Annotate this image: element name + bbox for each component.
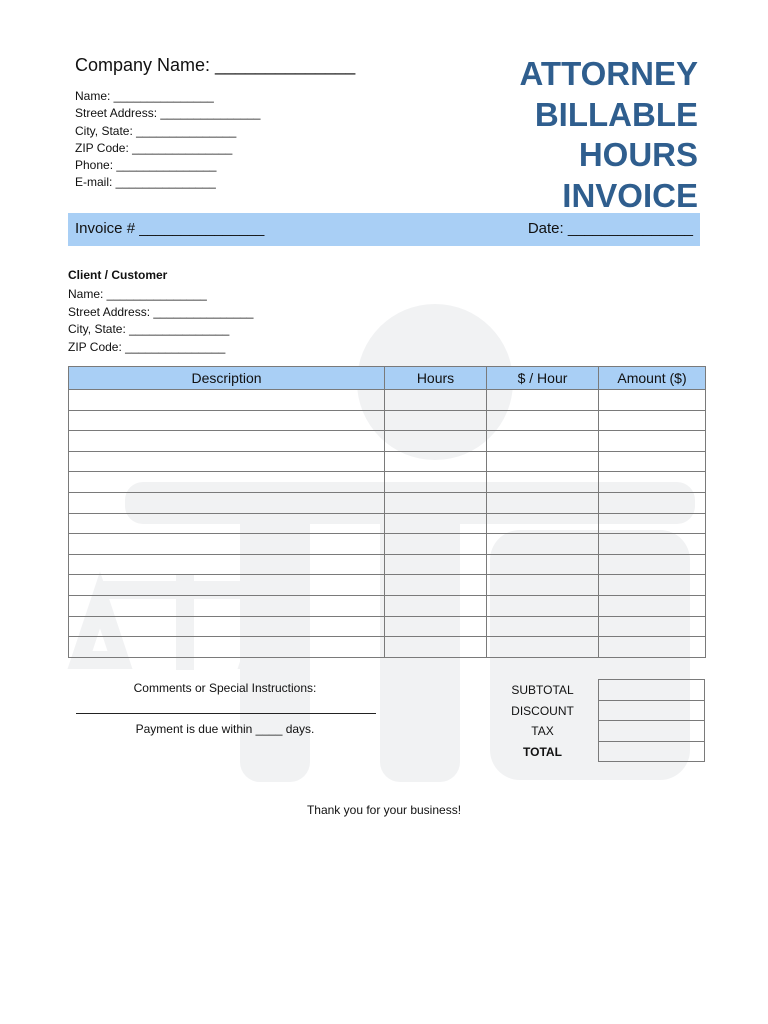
total-label: TOTAL: [523, 745, 562, 760]
table-row: [69, 410, 706, 431]
rate-cell[interactable]: [487, 637, 599, 658]
rate-cell[interactable]: [487, 575, 599, 596]
company-email-line: E-mail: _______________: [75, 175, 216, 190]
description-cell[interactable]: [69, 390, 385, 411]
rate-cell[interactable]: [487, 595, 599, 616]
description-cell[interactable]: [69, 637, 385, 658]
amount-cell[interactable]: [599, 472, 706, 493]
description-cell[interactable]: [69, 513, 385, 534]
hours-cell[interactable]: [385, 451, 487, 472]
description-cell[interactable]: [69, 492, 385, 513]
discount-cell[interactable]: [599, 700, 705, 721]
amount-cell[interactable]: [599, 410, 706, 431]
description-cell[interactable]: [69, 410, 385, 431]
totals-labels: [495, 680, 590, 763]
tax-label: TAX: [531, 724, 554, 739]
rate-cell[interactable]: [487, 410, 599, 431]
company-city-line: City, State: _______________: [75, 123, 237, 138]
rate-cell[interactable]: [487, 513, 599, 534]
hours-cell[interactable]: [385, 390, 487, 411]
hours-cell[interactable]: [385, 595, 487, 616]
company-info: [75, 88, 260, 192]
description-cell[interactable]: [69, 472, 385, 493]
company-phone-line: Phone: _______________: [75, 158, 217, 173]
amount-cell[interactable]: [599, 616, 706, 637]
amount-cell[interactable]: [599, 390, 706, 411]
client-info: [68, 286, 253, 356]
description-cell[interactable]: [69, 595, 385, 616]
hours-cell[interactable]: [385, 534, 487, 555]
table-row: [69, 451, 706, 472]
description-cell[interactable]: [69, 534, 385, 555]
title-line-1: ATTORNEY: [519, 55, 698, 92]
title-line-2: BILLABLE: [534, 95, 698, 133]
amount-cell[interactable]: [599, 513, 706, 534]
thank-you-note: Thank you for your business!: [306, 803, 462, 817]
amount-cell[interactable]: [599, 492, 706, 513]
hours-cell[interactable]: [385, 431, 487, 452]
table-header-row: [69, 367, 706, 390]
hours-cell[interactable]: [385, 554, 487, 575]
table-row: [69, 472, 706, 493]
column-header-hours: Hours: [385, 367, 487, 390]
table-row: [69, 554, 706, 575]
column-header-rate: $ / Hour: [487, 367, 599, 390]
date-field: Date: _______________: [527, 220, 693, 237]
discount-label: DISCOUNT: [511, 703, 574, 718]
hours-cell[interactable]: [385, 575, 487, 596]
invoice-title: [520, 54, 698, 216]
rate-cell[interactable]: [487, 431, 599, 452]
description-cell[interactable]: [69, 554, 385, 575]
description-cell[interactable]: [69, 616, 385, 637]
column-header-description: Description: [69, 367, 385, 390]
invoice-number-field: Invoice # _______________: [75, 220, 265, 237]
amount-cell[interactable]: [599, 431, 706, 452]
subtotal-cell[interactable]: [599, 680, 705, 701]
total-cell[interactable]: [599, 741, 705, 762]
tax-cell[interactable]: [599, 721, 705, 742]
rate-cell[interactable]: [487, 534, 599, 555]
rate-cell[interactable]: [487, 492, 599, 513]
rate-cell[interactable]: [487, 616, 599, 637]
subtotal-label: SUBTOTAL: [511, 683, 574, 697]
client-city-line: City, State: _______________: [68, 322, 230, 336]
table-row: [69, 390, 706, 411]
hours-cell[interactable]: [385, 472, 487, 493]
company-zip-line: ZIP Code: _______________: [75, 140, 233, 155]
amount-cell[interactable]: [599, 575, 706, 596]
line-items-body: [69, 390, 706, 658]
title-line-3: HOURS: [578, 136, 698, 173]
line-items-table: [68, 366, 706, 658]
comments-label: Comments or Special Instructions:: [133, 681, 317, 695]
title-line-4: INVOICE: [562, 176, 698, 214]
rate-cell[interactable]: [487, 554, 599, 575]
table-row: [69, 616, 706, 637]
table-row: [69, 637, 706, 658]
hours-cell[interactable]: [385, 513, 487, 534]
amount-cell[interactable]: [599, 595, 706, 616]
company-name-line: Name: _______________: [75, 89, 214, 103]
client-heading: Client / Customer: [68, 268, 168, 282]
table-row: [69, 492, 706, 513]
table-row: [69, 575, 706, 596]
rate-cell[interactable]: [487, 390, 599, 411]
table-row: [69, 595, 706, 616]
payment-terms: Payment is due within ____ days.: [135, 722, 315, 736]
hours-cell[interactable]: [385, 616, 487, 637]
table-row: [69, 431, 706, 452]
column-header-amount: Amount ($): [599, 367, 706, 390]
amount-cell[interactable]: [599, 637, 706, 658]
company-name-field: Company Name: ______________: [75, 55, 356, 75]
client-name-line: Name: _______________: [68, 287, 207, 301]
description-cell[interactable]: [69, 431, 385, 452]
client-street-line: Street Address: _______________: [68, 304, 254, 319]
client-zip-line: ZIP Code: _______________: [68, 339, 226, 354]
table-row: [69, 513, 706, 534]
rate-cell[interactable]: [487, 451, 599, 472]
description-cell[interactable]: [69, 451, 385, 472]
hours-cell[interactable]: [385, 410, 487, 431]
hours-cell[interactable]: [385, 492, 487, 513]
comments-underline: [76, 713, 376, 714]
amount-cell[interactable]: [599, 451, 706, 472]
amount-cell[interactable]: [599, 534, 706, 555]
hours-cell[interactable]: [385, 637, 487, 658]
table-row: [69, 534, 706, 555]
amount-cell[interactable]: [599, 554, 706, 575]
rate-cell[interactable]: [487, 472, 599, 493]
totals-table: [598, 679, 705, 762]
description-cell[interactable]: [69, 575, 385, 596]
company-street-line: Street Address: _______________: [75, 106, 261, 121]
